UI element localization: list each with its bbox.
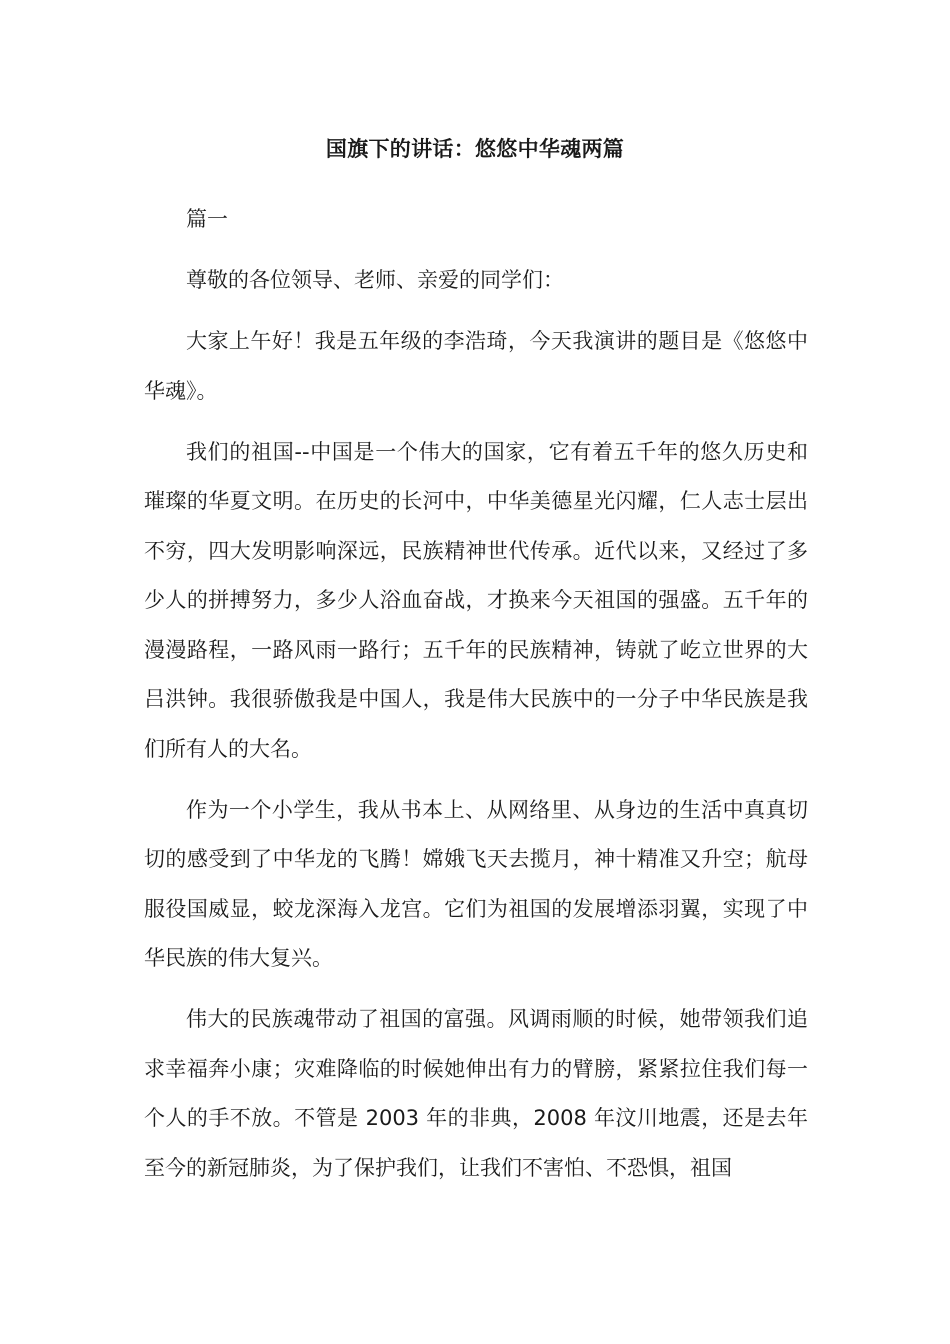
document-title: 国旗下的讲话：悠悠中华魂两篇 (325, 137, 625, 161)
body-paragraph: 我们的祖国--中国是一个伟大的国家，它有着五千年的悠久历史和璀璨的华夏文明。在历史的长河中，中华美德星光闪耀，仁人志士层出不穷，四大发明影响深远，民族精神世代传承。近代以来，又经过了多少人的拼搏努力，多少人浴血奋战，才换来今天祖国的强盛。五千年的漫漫路程，一路风雨一路行；五千年的民族精神，铸就了屹立世界的大吕洪钟。我很骄傲我是中国人，我是伟大民族中的一分子中华民族是我们所有人的大名。 (144, 439, 808, 761)
salutation-paragraph: 尊敬的各位领导、老师、亲爱的同学们： (186, 268, 564, 292)
section-heading: 篇一 (186, 207, 228, 231)
body-paragraph: 伟大的民族魂带动了祖国的富强。风调雨顺的时候，她带领我们追求幸福奔小康；灾难降临的时候她伸出有力的臂膀，紧紧拉住我们每一个人的手不放。不管是 2003 年的非典，2008 年汶川地震，还是去年至今的新冠肺炎，为了保护我们，让我们不害怕、不恐惧，祖国 (144, 1007, 808, 1180)
body-paragraph: 作为一个小学生，我从书本上、从网络里、从身边的生活中真真切切的感受到了中华龙的飞腾！嫦娥飞天去揽月，神十精准又升空；航母服役国威显，蛟龙深海入龙宫。它们为祖国的发展增添羽翼，实现了中华民族的伟大复兴。 (144, 797, 808, 970)
document-body (144, 195, 808, 1205)
body-paragraph: 大家上午好！我是五年级的李浩琦，今天我演讲的题目是《悠悠中华魂》。 (144, 329, 808, 403)
